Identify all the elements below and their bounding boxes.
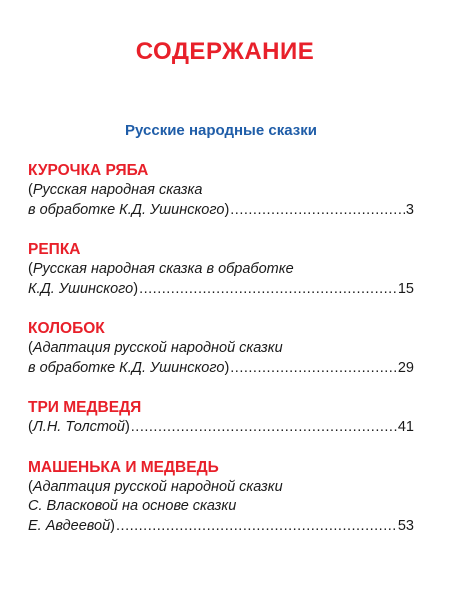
toc-entry-mashenka-i-medved[interactable] bbox=[28, 458, 414, 537]
toc-entry-credit: в обработке К.Д. Ушинского) bbox=[28, 359, 230, 376]
toc-entry-line: (Адаптация русской народной сказки bbox=[28, 340, 283, 356]
toc-entry-credit: Русская народная сказка bbox=[32, 182, 203, 198]
toc-entry-leader-line bbox=[28, 517, 414, 537]
toc-entry-credit: Адаптация русской народной сказки bbox=[32, 478, 283, 495]
toc-entry-repka[interactable] bbox=[28, 240, 414, 299]
toc-entry-credit: Е. Авдеевой) bbox=[28, 517, 116, 534]
toc-entry-title: КУРОЧКА РЯБА bbox=[28, 162, 149, 179]
toc-entry-leader-line bbox=[28, 418, 414, 438]
toc-entry-credit: К.Д. Ушинского) bbox=[28, 280, 139, 297]
toc-entry-credit: (Л.Н. Толстой) bbox=[28, 419, 130, 435]
toc-entry-tri-medvedya[interactable] bbox=[28, 398, 414, 438]
toc-entry-leader-line bbox=[28, 359, 414, 379]
page-title: СОДЕРЖАНИЕ bbox=[135, 38, 315, 65]
toc-entry-line: (Русская народная сказка bbox=[28, 182, 203, 198]
toc-page-number: 3 bbox=[405, 201, 414, 218]
dot-leader bbox=[139, 280, 397, 300]
toc-entry-leader-line bbox=[28, 280, 414, 300]
toc-entry-kurochka-ryaba[interactable] bbox=[28, 161, 414, 220]
toc-page-number: 15 bbox=[397, 280, 414, 297]
toc-page-number: 53 bbox=[397, 517, 414, 534]
toc-entry-credit: Адаптация русской народной сказки bbox=[32, 340, 283, 356]
toc-entry-title: КОЛОБОК bbox=[28, 320, 105, 337]
toc-entry-line: С. Власковой на основе сказки bbox=[28, 498, 237, 514]
dot-leader bbox=[230, 359, 397, 379]
toc-entry-credit: Русская народная сказка в обработке bbox=[32, 261, 294, 277]
dot-leader bbox=[230, 201, 405, 221]
toc-entry-line: (Русская народная сказка в обработке bbox=[28, 261, 294, 277]
toc-page-number: 41 bbox=[397, 419, 414, 435]
dot-leader bbox=[131, 418, 397, 438]
toc-entry-title: РЕПКА bbox=[28, 241, 81, 258]
toc-entry-title: МАШЕНЬКА И МЕДВЕДЬ bbox=[28, 458, 219, 476]
toc-page-number: 29 bbox=[397, 359, 414, 376]
section-subtitle: Русские народные сказки bbox=[125, 122, 317, 139]
dot-leader bbox=[116, 517, 397, 537]
toc-entry-line: (Адаптация русской народной сказки bbox=[28, 478, 283, 495]
toc-entry-kolobok[interactable] bbox=[28, 319, 414, 378]
table-of-contents bbox=[28, 161, 414, 556]
toc-entry-leader-line bbox=[28, 201, 414, 221]
toc-entry-title: ТРИ МЕДВЕДЯ bbox=[28, 399, 142, 416]
toc-entry-credit: в обработке К.Д. Ушинского) bbox=[28, 201, 230, 218]
